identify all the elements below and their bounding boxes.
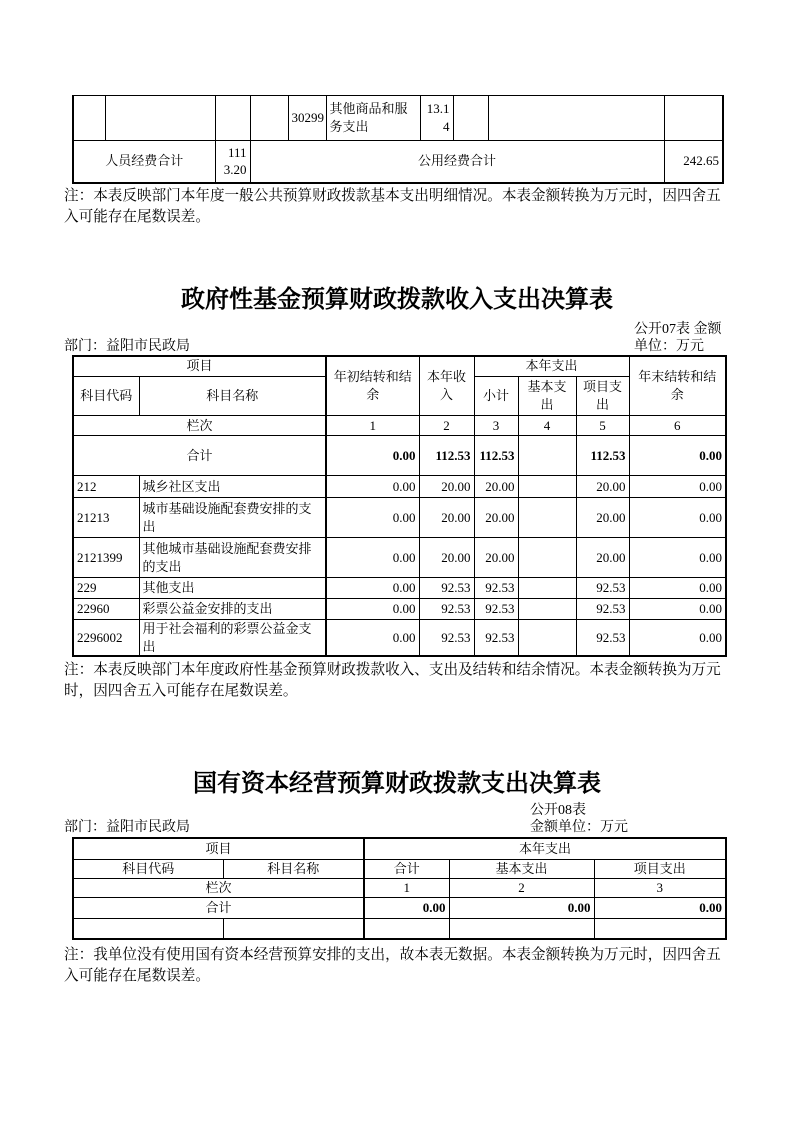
- value-cell: 92.53: [419, 578, 474, 599]
- unit-label: 金额单位：万元: [634, 321, 722, 354]
- value-cell: 92.53: [474, 620, 518, 657]
- year-expense-header: 本年支出: [474, 356, 629, 377]
- total-value: 112.53: [474, 436, 518, 476]
- basic-expense-header: 基本支出: [449, 859, 594, 878]
- econ-name-cell: 其他商品和服务支出: [326, 96, 420, 141]
- value-cell: 20.00: [474, 476, 518, 498]
- total-value: 112.53: [419, 436, 474, 476]
- value-cell: 92.53: [474, 578, 518, 599]
- value-cell: 92.53: [576, 599, 629, 620]
- begin-balance-header: 年初结转和结余: [326, 356, 419, 416]
- personnel-total-label: 人员经费合计: [73, 141, 215, 183]
- table-row: [73, 96, 723, 141]
- subject-code-cell: 2296002: [73, 620, 139, 657]
- header-row: [73, 859, 726, 878]
- subtotal-header: 小计: [474, 377, 518, 416]
- subject-name-cell: [223, 918, 364, 939]
- public-total-label: 公用经费合计: [250, 141, 664, 183]
- value-cell: 20.00: [474, 498, 518, 538]
- column-number: 4: [518, 416, 576, 436]
- subject-name-cell: 彩票公益金安排的支出: [139, 599, 326, 620]
- column-number: 6: [629, 416, 726, 436]
- value-cell: 20.00: [576, 476, 629, 498]
- subject-code-cell: 2121399: [73, 538, 139, 578]
- total-label: 合计: [73, 436, 326, 476]
- table-meta-right: [634, 321, 730, 355]
- subject-name-header: 科目名称: [139, 377, 326, 416]
- amount-cell: [664, 96, 723, 141]
- value-cell: [364, 918, 449, 939]
- table-row: [73, 141, 723, 183]
- econ-code-cell: [453, 96, 488, 141]
- state-capital-table: [72, 837, 727, 940]
- value-cell: [518, 620, 576, 657]
- capital-table-meta: [64, 802, 730, 836]
- subject-code-cell: 22960: [73, 599, 139, 620]
- end-balance-header: 年末结转和结余: [629, 356, 726, 416]
- value-cell: 0.00: [326, 476, 419, 498]
- total-header: 合计: [364, 859, 449, 878]
- total-value: [518, 436, 576, 476]
- table-row: [73, 498, 726, 538]
- subject-code-header: 科目代码: [73, 859, 223, 878]
- value-cell: 92.53: [419, 620, 474, 657]
- econ-name-cell: [105, 96, 215, 141]
- fund-budget-table-title: 政府性基金预算财政拨款收入支出决算表: [181, 286, 613, 313]
- total-row: [73, 897, 726, 918]
- personnel-total-value: 1113.20: [215, 141, 250, 183]
- value-cell: 92.53: [576, 620, 629, 657]
- column-number: 2: [419, 416, 474, 436]
- subject-code-cell: [73, 918, 223, 939]
- value-cell: 0.00: [326, 578, 419, 599]
- value-cell: [518, 538, 576, 578]
- econ-code-cell: 30299: [288, 96, 326, 141]
- column-number: 3: [594, 878, 726, 897]
- department-label: 部门：益阳市民政局: [64, 338, 190, 354]
- value-cell: 20.00: [419, 538, 474, 578]
- value-cell: 92.53: [419, 599, 474, 620]
- subject-name-cell: 其他城市基础设施配套费安排的支出: [139, 538, 326, 578]
- column-number: 1: [364, 878, 449, 897]
- value-cell: 20.00: [419, 498, 474, 538]
- subject-name-cell: 其他支出: [139, 578, 326, 599]
- econ-code-cell: [250, 96, 288, 141]
- value-cell: 20.00: [576, 538, 629, 578]
- total-value: 0.00: [629, 436, 726, 476]
- amount-cell: [215, 96, 250, 141]
- value-cell: 0.00: [326, 599, 419, 620]
- total-value: 0.00: [449, 897, 594, 918]
- column-index-row: [73, 878, 726, 897]
- subject-code-cell: 229: [73, 578, 139, 599]
- year-expense-header: 本年支出: [364, 838, 726, 859]
- value-cell: 20.00: [576, 498, 629, 538]
- value-cell: 92.53: [474, 599, 518, 620]
- value-cell: [518, 578, 576, 599]
- table-note: 注：我单位没有使用国有资本经营预算安排的支出，故本表无数据。本表金额转换为万元时，因四舍五入可能存在尾数误差。: [64, 947, 721, 985]
- total-value: 0.00: [326, 436, 419, 476]
- total-label: 合计: [73, 897, 364, 918]
- header-row: [73, 838, 726, 859]
- value-cell: 20.00: [419, 476, 474, 498]
- value-cell: 0.00: [629, 476, 726, 498]
- fund-budget-table: [72, 355, 727, 658]
- table-row: [73, 620, 726, 657]
- econ-name-cell: [488, 96, 664, 141]
- total-value: 0.00: [364, 897, 449, 918]
- value-cell: [518, 498, 576, 538]
- department-label: 部门：益阳市民政局: [64, 820, 190, 836]
- unit-label: 金额单位：万元: [530, 820, 628, 836]
- table-meta-right: [530, 802, 730, 836]
- table-row: [73, 476, 726, 498]
- column-number: 5: [576, 416, 629, 436]
- subject-code-header: 科目代码: [73, 377, 139, 416]
- amount-cell: 13.14: [420, 96, 453, 141]
- empty-row: [73, 918, 726, 939]
- header-row: [73, 356, 726, 377]
- project-header: 项目: [73, 838, 364, 859]
- project-expense-header: 项目支出: [576, 377, 629, 416]
- fund-table-meta: [64, 321, 730, 355]
- project-expense-header: 项目支出: [594, 859, 726, 878]
- state-capital-table-title: 国有资本经营预算财政拨款支出决算表: [193, 771, 601, 798]
- subject-name-cell: 城市基础设施配套费安排的支出: [139, 498, 326, 538]
- column-number: 1: [326, 416, 419, 436]
- value-cell: 0.00: [326, 498, 419, 538]
- total-value: 0.00: [594, 897, 726, 918]
- value-cell: [594, 918, 726, 939]
- table-row: [73, 538, 726, 578]
- table-row: [73, 578, 726, 599]
- column-number: 3: [474, 416, 518, 436]
- public-total-value: 242.65: [664, 141, 723, 183]
- column-index-row: [73, 416, 726, 436]
- subject-code-cell: 21213: [73, 498, 139, 538]
- column-index-label: 栏次: [73, 416, 326, 436]
- subject-name-cell: 城乡社区支出: [139, 476, 326, 498]
- value-cell: 0.00: [629, 538, 726, 578]
- basic-expense-header: 基本支出: [518, 377, 576, 416]
- value-cell: [518, 476, 576, 498]
- value-cell: 20.00: [474, 538, 518, 578]
- table-number: 公开08表: [530, 803, 586, 819]
- subject-name-cell: 用于社会福利的彩票公益金支出: [139, 620, 326, 657]
- subject-code-cell: 212: [73, 476, 139, 498]
- value-cell: 0.00: [326, 620, 419, 657]
- subject-name-header: 科目名称: [223, 859, 364, 878]
- value-cell: 0.00: [629, 599, 726, 620]
- value-cell: 92.53: [576, 578, 629, 599]
- total-value: 112.53: [576, 436, 629, 476]
- value-cell: 0.00: [629, 578, 726, 599]
- table-note: 注：本表反映部门本年度一般公共预算财政拨款基本支出明细情况。本表金额转换为万元时，因四舍五入可能存在尾数误差。: [64, 187, 721, 225]
- basic-expenditure-continuation-table: [72, 95, 724, 184]
- column-number: 2: [449, 878, 594, 897]
- table-number: 公开07表: [634, 321, 690, 337]
- value-cell: [518, 599, 576, 620]
- total-row: [73, 436, 726, 476]
- econ-code-cell: [73, 96, 105, 141]
- value-cell: 0.00: [629, 498, 726, 538]
- year-income-header: 本年收入: [419, 356, 474, 416]
- value-cell: [449, 918, 594, 939]
- value-cell: 0.00: [629, 620, 726, 657]
- table-row: [73, 599, 726, 620]
- value-cell: 0.00: [326, 538, 419, 578]
- column-index-label: 栏次: [73, 878, 364, 897]
- table-note: 注：本表反映部门本年度政府性基金预算财政拨款收入、支出及结转和结余情况。本表金额转换为万元时，因四舍五入可能存在尾数误差。: [64, 662, 721, 700]
- project-header: 项目: [73, 356, 326, 377]
